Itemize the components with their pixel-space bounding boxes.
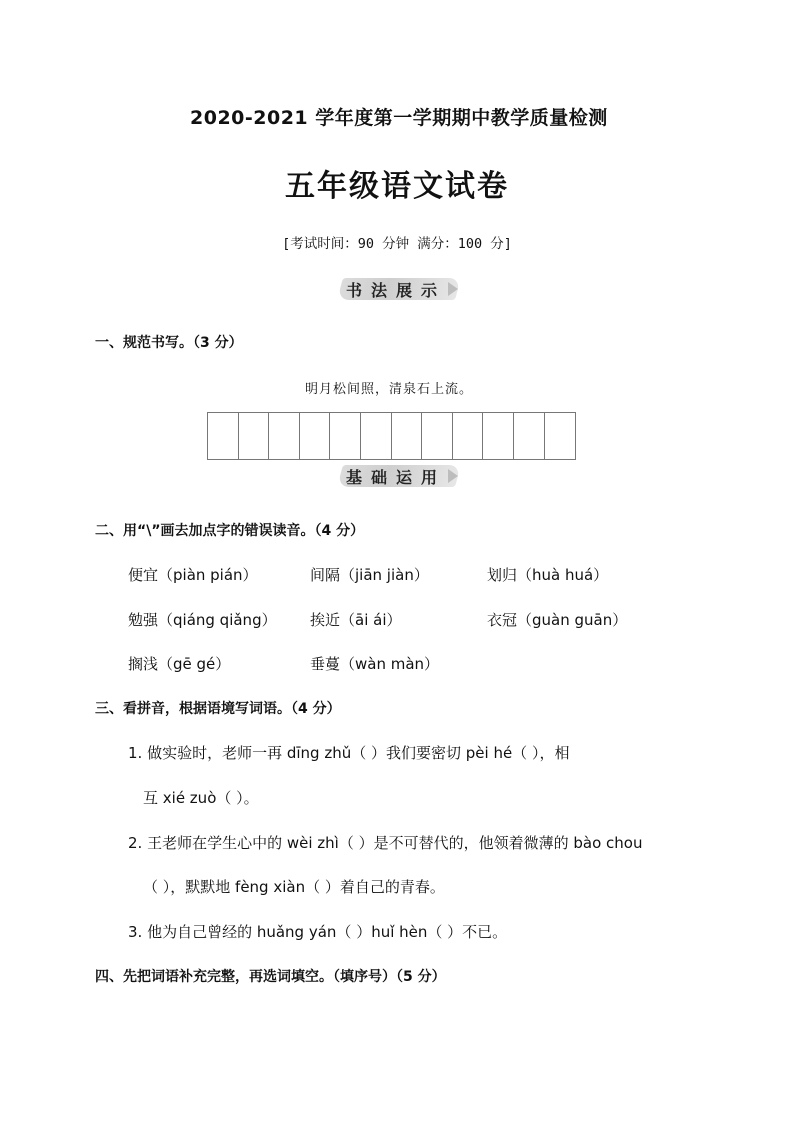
fill-in-line: 1. 做实验时，老师一再 dīng zhǔ（ ）我们要密切 pèi hé（ ），相 [128, 744, 570, 762]
poem-line: 明月松间照，清泉石上流。 [305, 382, 474, 397]
pronunciation-item: 勉强（qiáng qiǎng） [128, 611, 277, 629]
question-2-heading: 二、用“\”画去加点字的错误读音。（4 分） [95, 523, 365, 539]
fill-in-line: （ ），默默地 fèng xiàn（ ）着自己的青春。 [143, 878, 445, 896]
section-banner-handwriting [340, 276, 452, 302]
page-title: 五年级语文试卷 [285, 169, 509, 204]
section-banner-basic [340, 463, 452, 489]
pronunciation-item: 衣冠（guàn guān） [487, 611, 628, 629]
writing-grid-cell[interactable] [545, 413, 576, 459]
writing-grid-cell[interactable] [330, 413, 361, 459]
writing-grid-cell[interactable] [269, 413, 300, 459]
writing-grid-cell[interactable] [392, 413, 423, 459]
pronunciation-item: 便宜（piàn pián） [128, 566, 258, 584]
question-4-heading: 四、先把词语补充完整，再选词填空。（填序号）（5 分） [95, 969, 446, 985]
writing-grid-cell[interactable] [514, 413, 545, 459]
writing-grid-cell[interactable] [208, 413, 239, 459]
pronunciation-item: 搁浅（gē gé） [128, 655, 231, 673]
writing-grid-cell[interactable] [300, 413, 331, 459]
question-1-heading: 一、规范书写。（3 分） [95, 335, 243, 351]
pronunciation-item: 垂蔓（wàn màn） [310, 655, 440, 673]
fill-in-line: 3. 他为自己曾经的 huǎng yán（ ）huǐ hèn（ ）不已。 [128, 923, 508, 941]
writing-grid-cell[interactable] [239, 413, 270, 459]
exam-subtitle: 2020-2021 学年度第一学期期中教学质量检测 [190, 107, 608, 129]
exam-info: [考试时间：90 分钟 满分：100 分] [282, 236, 512, 252]
fill-in-line: 互 xié zuò（ ）。 [143, 789, 259, 807]
writing-grid-cell[interactable] [483, 413, 514, 459]
fill-in-line: 2. 王老师在学生心中的 wèi zhì（ ）是不可替代的，他领着微薄的 bào chou [128, 834, 643, 852]
pronunciation-item: 间隔（jiān jiàn） [310, 566, 429, 584]
writing-grid-cell[interactable] [361, 413, 392, 459]
section-banner-label: 书法展示 [346, 281, 447, 300]
question-3-heading: 三、看拼音，根据语境写词语。（4 分） [95, 701, 341, 717]
section-banner-label: 基础运用 [346, 468, 447, 487]
pronunciation-item: 划归（huà huá） [487, 566, 609, 584]
writing-grid-cell[interactable] [422, 413, 453, 459]
writing-grid[interactable] [207, 412, 576, 460]
pronunciation-item: 挨近（āi ái） [310, 611, 402, 629]
writing-grid-cell[interactable] [453, 413, 484, 459]
